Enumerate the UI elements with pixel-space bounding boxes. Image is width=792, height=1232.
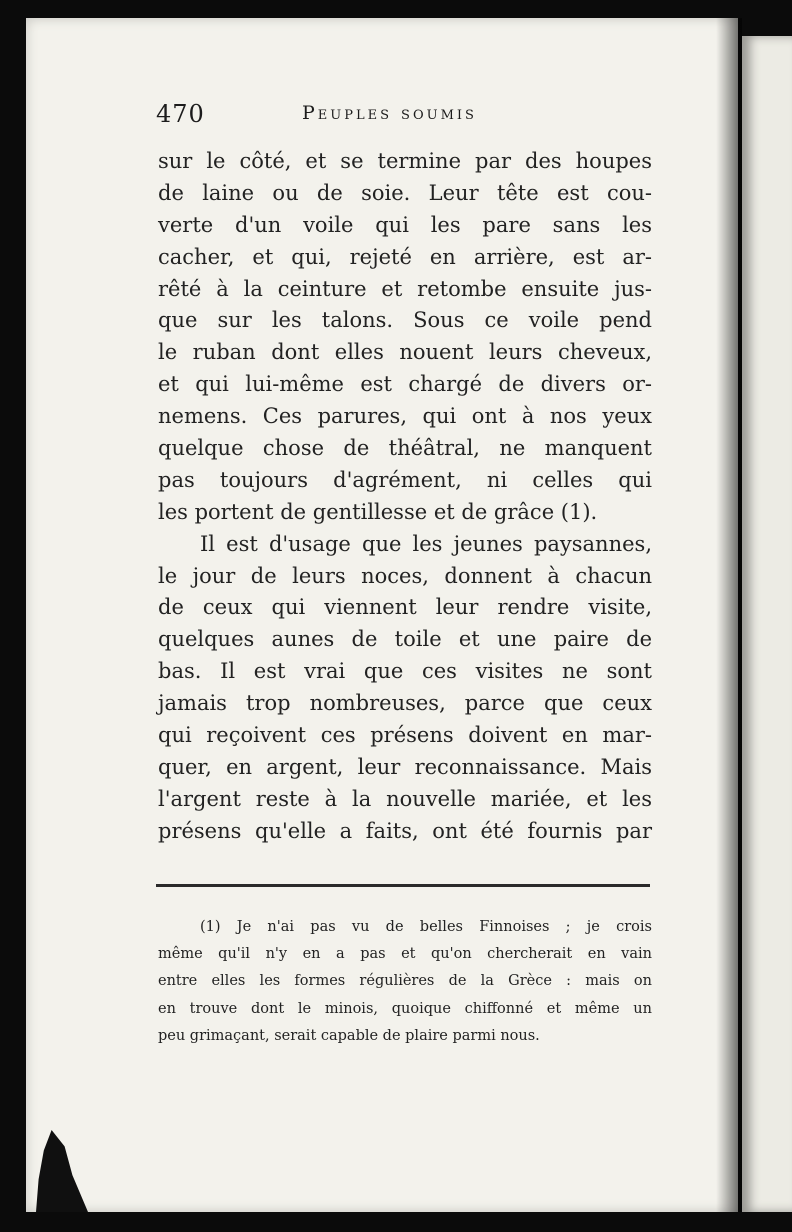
footnote-line: (1) Je n'ai pas vu de belles Finnoises ; je crois <box>200 919 652 935</box>
body-line: jamais trop nombreuses, parce que ceux <box>158 691 652 716</box>
body-line: bas. Il est vrai que ces visites ne sont <box>158 659 652 684</box>
page-number: 470 <box>156 100 205 128</box>
footnote-line: même qu'il n'y en a pas et qu'on chercherait en vain <box>158 946 652 963</box>
footnote-line: entre elles les formes régulières de la Grèce : mais on <box>158 973 652 990</box>
body-line: pas toujours d'agrément, ni celles qui <box>158 467 652 492</box>
body-line: nemens. Ces parures, qui ont à nos yeux <box>158 404 652 429</box>
body-line: cacher, et qui, rejeté en arrière, est ar- <box>158 244 652 269</box>
body-line: quelque chose de théâtral, ne manquent <box>158 436 652 461</box>
footnote-line: en trouve dont le minois, quoique chiffonné et même un <box>158 1000 652 1017</box>
body-line: de ceux qui viennent leur rendre visite, <box>158 595 652 620</box>
body-line: présens qu'elle a faits, ont été fournis par <box>158 818 652 843</box>
footnote <box>158 914 652 1050</box>
body-line: Il est d'usage que les jeunes paysannes, <box>200 531 652 556</box>
spine-shadow <box>716 18 742 1212</box>
body-line: les portent de gentillesse et de grâce (1). <box>158 499 598 524</box>
footnote-rule <box>156 884 650 887</box>
body-text <box>158 146 652 848</box>
body-line: et qui lui-même est chargé de divers or- <box>158 372 652 397</box>
body-line: quer, en argent, leur reconnaissance. Mais <box>158 754 652 779</box>
body-line: le ruban dont elles nouent leurs cheveux, <box>158 340 652 365</box>
page-header <box>156 100 656 134</box>
body-line: l'argent reste à la nouvelle mariée, et les <box>158 786 652 811</box>
body-line: verte d'un voile qui les pare sans les <box>158 212 652 237</box>
footnote-line: peu grimaçant, serait capable de plaire parmi nous. <box>158 1027 540 1044</box>
body-line: rêté à la ceinture et retombe ensuite jus- <box>158 276 652 301</box>
body-line: de laine ou de soie. Leur tête est cou- <box>158 180 652 205</box>
next-page-edge <box>742 36 792 1212</box>
body-line: sur le côté, et se termine par des houpes <box>158 149 652 173</box>
body-line: le jour de leurs noces, donnent à chacun <box>158 563 652 588</box>
body-line: qui reçoivent ces présens doivent en mar- <box>158 723 652 748</box>
body-line: quelques aunes de toile et une paire de <box>158 627 652 652</box>
running-title: Peuples soumis <box>302 102 477 124</box>
body-line: que sur les talons. Sous ce voile pend <box>158 308 652 333</box>
